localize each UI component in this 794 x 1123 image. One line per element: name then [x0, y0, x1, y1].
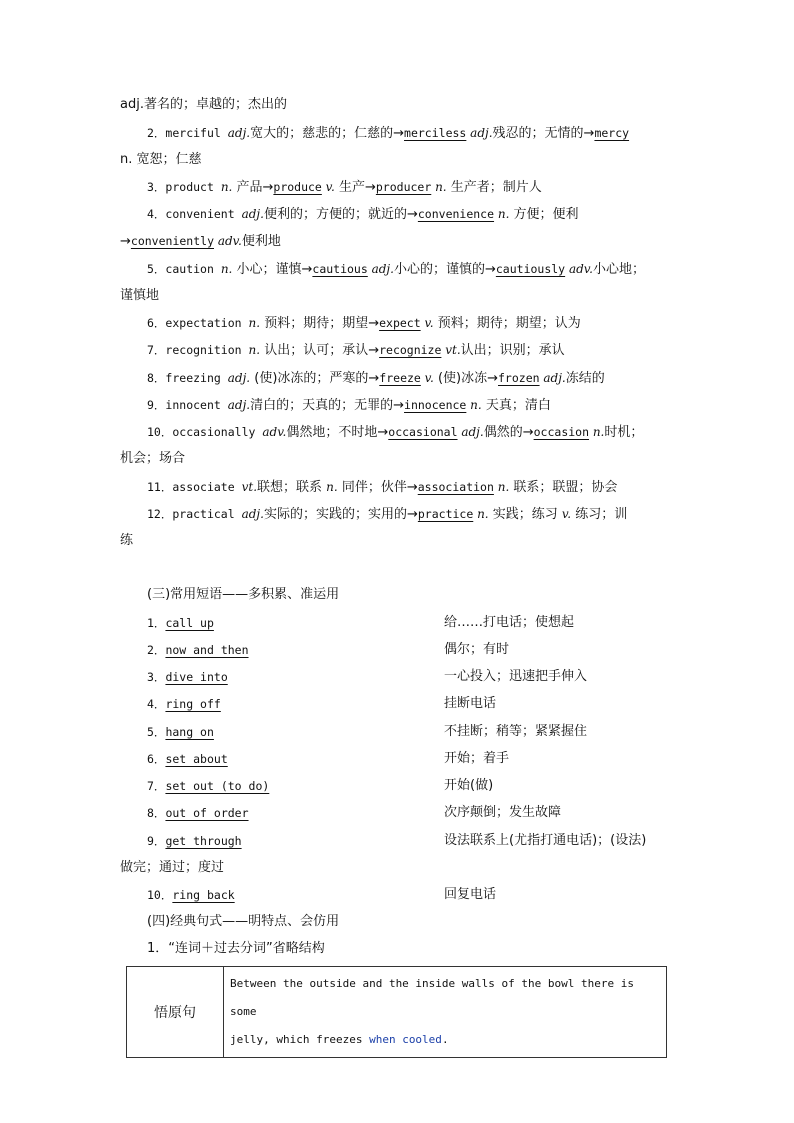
pos: n.	[248, 343, 261, 357]
meaning: 清白的；天真的；无罪的→	[250, 398, 405, 413]
pos: n.	[220, 262, 233, 276]
phrase-text: dive into	[165, 670, 228, 684]
section-heading-sentences: (四)经典句式——明特点、会仿用	[147, 914, 340, 929]
sentence-part: jelly, which freezes	[230, 1033, 370, 1046]
table-label: 悟原句	[127, 967, 224, 1058]
answer-word: freeze	[379, 371, 421, 385]
item-number: 8．freezing	[147, 371, 228, 385]
answer-word: occasional	[388, 425, 458, 439]
phrase-row	[147, 614, 214, 633]
pos: adj.	[539, 371, 566, 385]
answer-word: conveniently	[130, 234, 214, 248]
phrase-text: set out (to do)	[165, 779, 270, 793]
vocab-item-2	[147, 124, 629, 143]
phrase-text: ring off	[165, 697, 221, 711]
meaning: 机会；场合	[120, 451, 186, 466]
vocab-item-5	[147, 260, 645, 279]
answer-word: expect	[379, 316, 421, 330]
item-number: 4．convenient	[147, 207, 242, 221]
vocab-item-10	[147, 423, 643, 442]
phrase-text: ring back	[172, 888, 235, 902]
pos: adj.	[227, 398, 251, 412]
item-number: 4．	[147, 697, 166, 711]
pos: v.	[420, 316, 434, 330]
pos: adj.	[241, 207, 264, 221]
meaning: 天真；清白	[481, 398, 551, 413]
meaning: 联想；联系	[257, 480, 327, 495]
answer-word: producer	[375, 180, 432, 194]
item-number: 6．expectation	[147, 316, 249, 330]
meaning: 偶然的→	[483, 425, 534, 440]
pos: adj.	[227, 126, 251, 140]
meaning: 认出；认可；承认→	[260, 343, 380, 358]
answer-word: convenience	[417, 207, 495, 221]
phrase-row	[147, 668, 228, 687]
item-number: 3．	[147, 670, 166, 684]
sentence-part: .	[441, 1033, 449, 1046]
vocab-item-12-cont	[120, 532, 133, 550]
item-number: 8．	[147, 806, 166, 820]
phrase-9-cont	[120, 859, 224, 877]
meaning: 产品→	[232, 180, 274, 195]
meaning: 认出；识别；承认	[460, 343, 565, 358]
phrase-row	[147, 804, 249, 823]
phrase-meaning: 次序颠倒；发生故障	[444, 805, 562, 820]
sentence-line-1: Between the outside and the inside walls of the bowl there is some	[230, 977, 634, 1018]
pos: adv.	[565, 262, 593, 276]
meaning: (使)冰冻→	[433, 371, 498, 386]
vocab-item-12	[147, 505, 627, 524]
meaning: 预料；期待；期望→	[260, 316, 380, 331]
phrase-text: set about	[165, 752, 228, 766]
vocab-item-2-cont	[120, 151, 202, 169]
answer-word: frozen	[498, 371, 540, 385]
phrase-row	[147, 723, 214, 742]
item-number: 10．	[147, 888, 173, 902]
meaning: (使)冰冻的；严寒的→	[250, 371, 380, 386]
example-sentence	[224, 967, 667, 1058]
meaning: 便利的；方便的；就近的→	[263, 207, 418, 222]
phrase-row	[147, 695, 221, 714]
vocab-line-1-cont	[120, 96, 287, 114]
phrase-text: hang on	[165, 725, 214, 739]
item-number: 6．	[147, 752, 166, 766]
phrase-row	[147, 886, 235, 905]
meaning: 同伴；伙伴→	[337, 480, 418, 495]
meaning: 练习；训	[571, 507, 628, 522]
answer-word: association	[417, 480, 494, 494]
meaning: 偶然地；不时地→	[286, 425, 389, 440]
item-number: 10．occasionally	[147, 425, 263, 439]
meaning: 预料；期待；期望；认为	[433, 316, 581, 331]
answer-word: merciless	[404, 126, 467, 140]
vocab-item-8	[147, 369, 605, 388]
phrase-meaning: 开始；着手	[444, 751, 510, 766]
meaning: 宽大的；慈悲的；仁慈的→	[250, 126, 405, 141]
answer-word: recognize	[379, 343, 442, 357]
meaning: 做完；通过；度过	[120, 860, 225, 875]
pos: adj.	[227, 371, 251, 385]
item-number: 5．caution	[147, 262, 221, 276]
item-number: 5．	[147, 725, 166, 739]
pos: adj.	[241, 507, 264, 521]
phrase-row	[147, 777, 269, 796]
item-number: 7．	[147, 779, 166, 793]
meaning: n. 宽恕；仁慈	[120, 152, 202, 167]
phrase-text: call up	[165, 616, 214, 630]
item-number: 9．innocent	[147, 398, 228, 412]
meaning: 时机；	[604, 425, 644, 440]
meaning: 联系；联盟；协会	[509, 480, 618, 495]
phrase-row	[147, 832, 242, 851]
vocab-item-4	[147, 205, 579, 224]
meaning: 方便；便利	[509, 207, 579, 222]
answer-word: produce	[273, 180, 322, 194]
pos: adj.	[457, 425, 484, 439]
meaning: 小心地；	[592, 262, 645, 277]
item-number: 12．practical	[147, 507, 242, 521]
pos: vt.	[241, 480, 258, 494]
phrase-meaning: 偶尔；有时	[444, 642, 510, 657]
pos: adj.	[466, 126, 493, 140]
meaning: 谨慎地	[120, 288, 160, 303]
phrase-text: now and then	[165, 643, 249, 657]
item-number: 7．recognition	[147, 343, 249, 357]
phrase-meaning: 开始(做)	[444, 778, 494, 793]
meaning: 练	[120, 533, 134, 548]
pos: v.	[561, 507, 572, 521]
vocab-item-9	[147, 396, 551, 415]
item-number: 2．merciful	[147, 126, 228, 140]
vocab-item-7	[147, 341, 565, 360]
meaning: 实际的；实践的；实用的→	[263, 507, 418, 522]
sentence-pattern-title: 1．“连词＋过去分词”省略结构	[147, 941, 325, 956]
answer-word: occasion	[533, 425, 590, 439]
vocab-item-5-cont	[120, 287, 159, 305]
pos: n.	[493, 480, 510, 494]
meaning: 冻结的	[565, 371, 605, 386]
meaning: 小心；谨慎→	[232, 262, 313, 277]
item-number: 11．associate	[147, 480, 242, 494]
answer-word: cautious	[312, 262, 368, 276]
vocab-item-11	[147, 478, 617, 497]
phrase-text: get through	[165, 834, 242, 848]
phrase-meaning: 给……打电话；使想起	[444, 615, 575, 630]
sentence-line-2	[230, 1026, 660, 1054]
pos: n.	[326, 480, 338, 494]
pos: vt.	[441, 343, 461, 357]
highlighted-structure: when cooled	[369, 1033, 442, 1046]
text: adj.著名的；卓越的；杰出的	[120, 97, 287, 112]
phrase-meaning: 设法联系上(尤指打通电话)；(设法)	[444, 833, 647, 848]
item-number: 9．	[147, 834, 166, 848]
vocab-item-6	[147, 314, 581, 333]
pos: n.	[466, 398, 482, 412]
phrase-meaning: 挂断电话	[444, 696, 497, 711]
meaning: 残忍的；无情的→	[492, 126, 595, 141]
pos: n.	[494, 207, 510, 221]
answer-word: innocence	[404, 398, 467, 412]
answer-word: practice	[417, 507, 474, 521]
pos: adv.	[262, 425, 287, 439]
answer-word: mercy	[594, 126, 630, 140]
arrow: →	[120, 234, 131, 249]
phrase-meaning: 一心投入；迅速把手伸入	[444, 669, 588, 684]
item-number: 1．	[147, 616, 166, 630]
phrase-row	[147, 750, 228, 769]
item-number: 2．	[147, 643, 166, 657]
phrase-row	[147, 641, 249, 660]
meaning: 生产者；制片人	[446, 180, 542, 195]
pos: adv.	[214, 234, 242, 248]
pos: adj.	[367, 262, 394, 276]
pos: n.	[473, 507, 489, 521]
pos: n.	[220, 180, 233, 194]
pos: n.	[589, 425, 605, 439]
example-table	[126, 966, 667, 1058]
pos: v.	[321, 180, 335, 194]
pos: n.	[248, 316, 261, 330]
phrase-meaning: 回复电话	[444, 887, 497, 902]
pos: v.	[420, 371, 434, 385]
item-number: 3．product	[147, 180, 221, 194]
vocab-item-4-cont	[120, 232, 281, 251]
pos: n.	[431, 180, 447, 194]
phrase-meaning: 不挂断；稍等；紧紧握住	[444, 724, 588, 739]
meaning: 小心的；谨慎的→	[393, 262, 496, 277]
meaning: 实践；练习	[488, 507, 562, 522]
vocab-item-3	[147, 178, 542, 197]
meaning: 生产→	[334, 180, 376, 195]
meaning: 便利地	[241, 234, 281, 249]
section-heading-phrases: (三)常用短语——多积累、准运用	[147, 587, 340, 602]
vocab-item-10-cont	[120, 450, 185, 468]
phrase-text: out of order	[165, 806, 249, 820]
answer-word: cautiously	[495, 262, 566, 276]
